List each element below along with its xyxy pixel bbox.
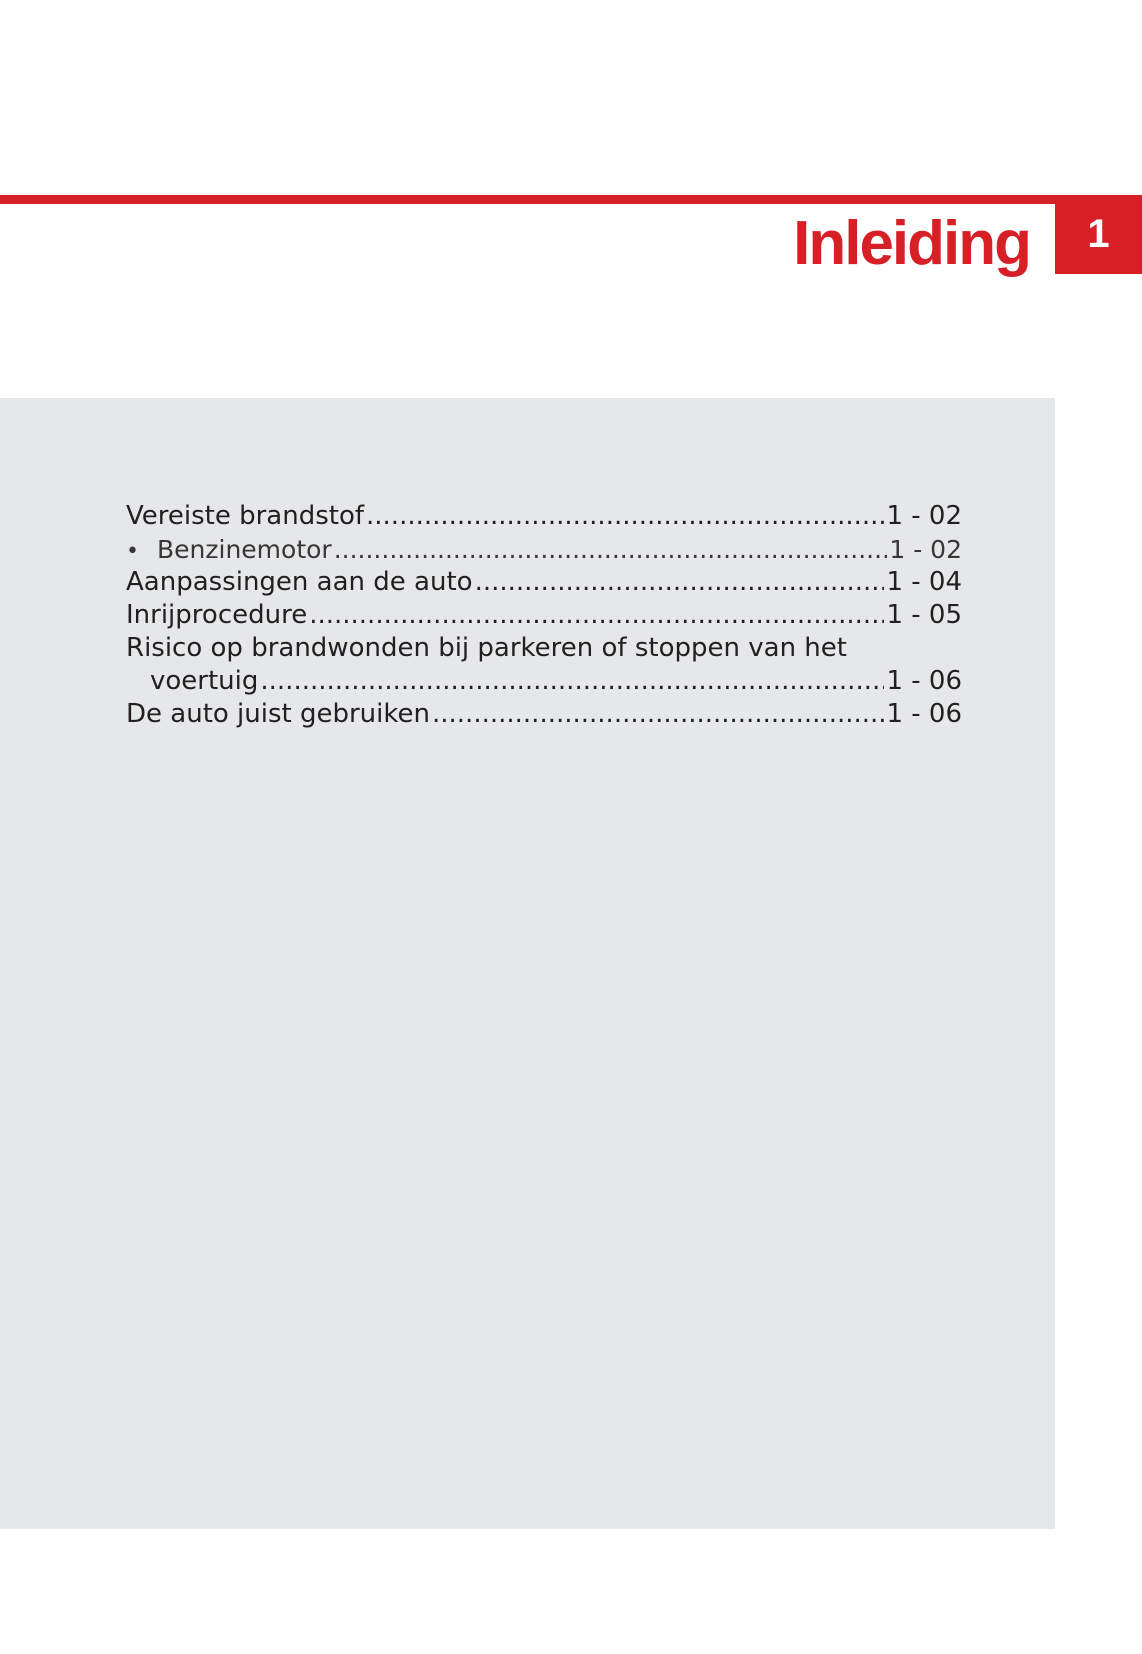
toc-entry-label: Aanpassingen aan de auto bbox=[126, 567, 473, 597]
toc-entry-line-1[interactable] bbox=[126, 632, 962, 665]
chapter-number-tab: 1 bbox=[1055, 195, 1142, 274]
dot-leader bbox=[366, 500, 884, 533]
toc-entry-label-continued: voertuig bbox=[150, 666, 259, 696]
table-of-contents bbox=[126, 500, 962, 731]
dot-leader bbox=[432, 698, 884, 731]
toc-entry[interactable] bbox=[126, 698, 962, 731]
toc-entry-label: Inrijprocedure bbox=[126, 600, 308, 630]
toc-entry-label: De auto juist gebruiken bbox=[126, 699, 430, 729]
toc-entry-page: 1 - 06 bbox=[886, 666, 962, 696]
chapter-title: Inleiding bbox=[793, 209, 1030, 278]
dot-leader bbox=[475, 566, 885, 599]
toc-entry-page: 1 - 02 bbox=[886, 501, 962, 531]
toc-entry-page: 1 - 02 bbox=[889, 535, 962, 564]
toc-entry-page: 1 - 05 bbox=[886, 600, 962, 630]
toc-entry-page: 1 - 04 bbox=[886, 567, 962, 597]
dot-leader bbox=[260, 665, 884, 698]
toc-entry-label: Risico op brandwonden bij parkeren of stoppen van het bbox=[126, 633, 847, 663]
toc-entry[interactable] bbox=[126, 566, 962, 599]
toc-entry-page: 1 - 06 bbox=[886, 699, 962, 729]
toc-entry[interactable] bbox=[126, 500, 962, 533]
bullet-icon: • bbox=[126, 539, 139, 564]
dot-leader bbox=[334, 533, 888, 566]
dot-leader bbox=[309, 599, 884, 632]
toc-entry-line-2[interactable] bbox=[126, 665, 962, 698]
toc-entry[interactable] bbox=[126, 599, 962, 632]
toc-subentry[interactable] bbox=[126, 533, 962, 566]
chapter-header-rule bbox=[0, 195, 1142, 204]
toc-entry-label: Vereiste brandstof bbox=[126, 501, 365, 531]
toc-entry-label: Benzinemotor bbox=[157, 535, 332, 564]
